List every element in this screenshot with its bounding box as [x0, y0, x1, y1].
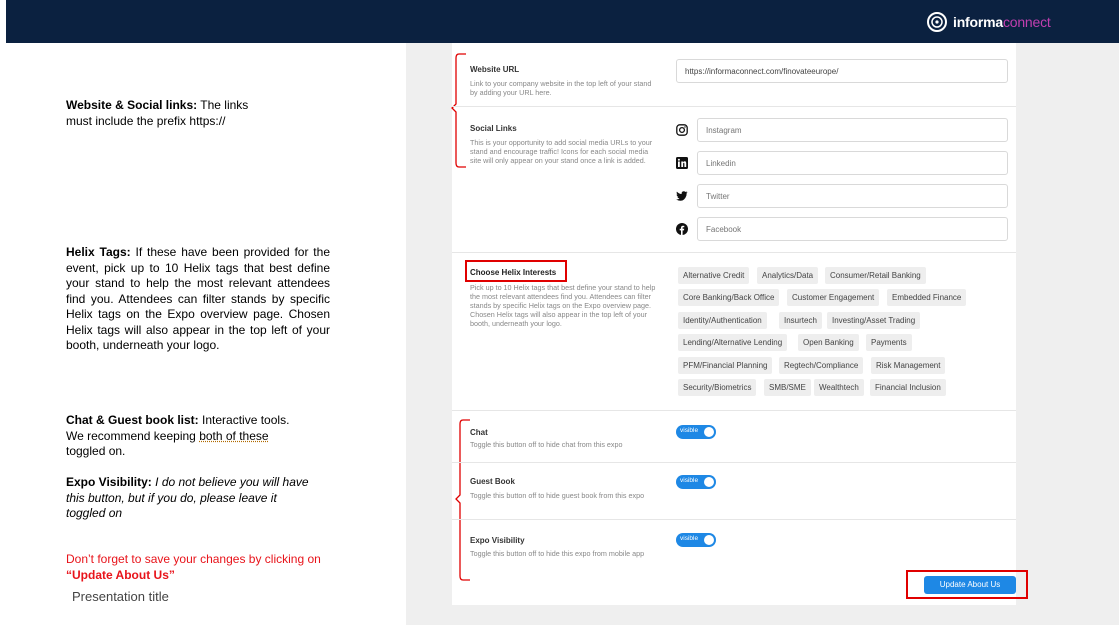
logo-text-informa: informa	[953, 14, 1003, 30]
helix-tag[interactable]: Security/Biometrics	[678, 379, 756, 396]
guestbook-description: Toggle this button off to hide guest book from this expo	[470, 491, 645, 500]
website-url-description: Link to your company website in the top left of your stand by adding your URL here.	[470, 79, 652, 97]
note-website-title: Website & Social links:	[66, 98, 198, 112]
divider	[452, 519, 1016, 520]
social-links-title: Social Links	[470, 124, 517, 133]
expo-visibility-toggle-label: visible	[680, 535, 699, 542]
helix-tag[interactable]: Core Banking/Back Office	[678, 289, 779, 306]
highlight-box-update	[906, 570, 1028, 599]
update-about-us-button[interactable]: Update About Us	[924, 576, 1016, 594]
note-website-text: The links must include the prefix https://	[66, 98, 249, 128]
note-chat-text-end: toggled on.	[66, 444, 126, 458]
helix-tag[interactable]: Financial Inclusion	[870, 379, 946, 396]
linkedin-input[interactable]	[697, 151, 1008, 175]
divider	[452, 106, 1016, 107]
helix-tag[interactable]: Open Banking	[798, 334, 859, 351]
presentation-title: Presentation title	[72, 589, 169, 604]
divider	[452, 410, 1016, 411]
instagram-icon	[676, 124, 688, 136]
note-helix-text: If these have been provided for the event, pick up to 10 Helix tags that best define your stand to help the most relevant attendees find you. Attendees can filter stands by specific Helix tags on the Expo overview page. Chosen Helix tags will also appear in the top left of your booth, underneath your logo.	[66, 245, 330, 352]
website-url-input[interactable]	[676, 59, 1008, 83]
helix-tag[interactable]: Identity/Authentication	[678, 312, 767, 329]
note-save-text: Don’t forget to save your changes by clicking on	[66, 552, 321, 566]
note-expo-title: Expo Visibility:	[66, 475, 152, 489]
helix-tag[interactable]: PFM/Financial Planning	[678, 357, 772, 374]
facebook-icon	[676, 223, 688, 235]
helix-tag[interactable]: Alternative Credit	[678, 267, 749, 284]
helix-tag[interactable]: Investing/Asset Trading	[827, 312, 920, 329]
twitter-input[interactable]	[697, 184, 1008, 208]
linkedin-icon	[676, 157, 688, 169]
highlight-box-helix	[465, 260, 567, 282]
expo-visibility-toggle[interactable]	[676, 533, 716, 547]
helix-tag[interactable]: Regtech/Compliance	[779, 357, 863, 374]
helix-tag[interactable]: Payments	[866, 334, 912, 351]
twitter-icon	[676, 190, 688, 202]
helix-tag[interactable]: Insurtech	[779, 312, 822, 329]
facebook-input[interactable]	[697, 217, 1008, 241]
helix-tag[interactable]: SMB/SME	[764, 379, 811, 396]
website-url-title: Website URL	[470, 65, 520, 74]
helix-tag[interactable]: Embedded Finance	[887, 289, 966, 306]
helix-tag[interactable]: Analytics/Data	[757, 267, 818, 284]
toggle-knob	[704, 535, 714, 545]
chat-toggle[interactable]	[676, 425, 716, 439]
expo-visibility-description: Toggle this button off to hide this expo from mobile app	[470, 549, 645, 558]
social-links-description: This is your opportunity to add social media URLs to your stand and encourage traffic! Icons for each social media site will only appear on your stand once a link is added.	[470, 138, 653, 165]
toggle-knob	[704, 477, 714, 487]
instagram-input[interactable]	[697, 118, 1008, 142]
helix-interests-description: Pick up to 10 Helix tags that best define your stand to help the most relevant attendees find you. Attendees can filter stands by specific Helix tags on the Expo overview page. Chosen Helix tags will also appear in the top left of your booth, underneath your logo.	[470, 283, 656, 328]
helix-tag[interactable]: Wealthtech	[814, 379, 864, 396]
logo-text-connect: connect	[1002, 14, 1051, 30]
note-save-emphasis: “Update About Us”	[66, 567, 175, 582]
helix-interests-title: Choose Helix Interests	[470, 268, 557, 277]
helix-tag[interactable]: Risk Management	[871, 357, 945, 374]
helix-tag[interactable]: Consumer/Retail Banking	[825, 267, 926, 284]
toggle-knob	[704, 427, 714, 437]
note-helix-title: Helix Tags:	[66, 245, 131, 259]
note-chat-text: Interactive tools. We recommend keeping	[66, 413, 290, 443]
chat-toggle-label: visible	[680, 427, 699, 434]
chat-description: Toggle this button off to hide chat from this expo	[470, 440, 623, 449]
chat-title: Chat	[470, 428, 488, 437]
note-expo-text: I do not believe you will have this button, but if you do, please leave it toggled on	[66, 475, 309, 520]
guestbook-toggle[interactable]	[676, 475, 716, 489]
divider	[452, 252, 1016, 253]
guestbook-toggle-label: visible	[680, 477, 699, 484]
helix-tag[interactable]: Lending/Alternative Lending	[678, 334, 787, 351]
note-chat-underlined: both of these	[199, 428, 269, 443]
expo-visibility-title: Expo Visibility	[470, 536, 525, 545]
note-chat-title: Chat & Guest book list:	[66, 413, 199, 427]
helix-tag[interactable]: Customer Engagement	[787, 289, 879, 306]
guestbook-title: Guest Book	[470, 477, 515, 486]
divider	[452, 462, 1016, 463]
